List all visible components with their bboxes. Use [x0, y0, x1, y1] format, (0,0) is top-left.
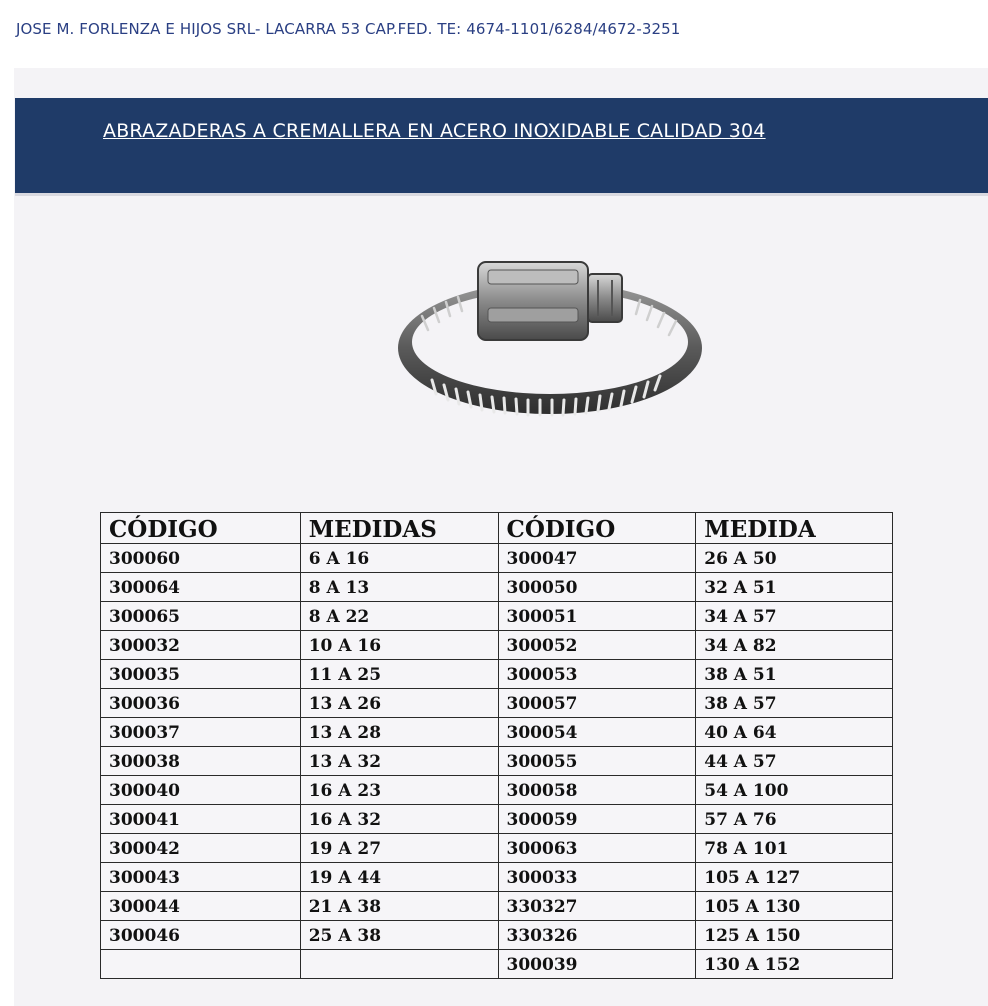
cell-size: 34 A 82	[696, 631, 893, 660]
cell-size: 57 A 76	[696, 805, 893, 834]
cell-size: 25 A 38	[300, 921, 498, 950]
cell-code: 300035	[101, 660, 301, 689]
cell-size: 11 A 25	[300, 660, 498, 689]
table-row	[101, 776, 893, 805]
hose-clamp-icon	[392, 244, 708, 420]
cell-size: 125 A 150	[696, 921, 893, 950]
cell-size: 38 A 57	[696, 689, 893, 718]
company-header: JOSE M. FORLENZA E HIJOS SRL- LACARRA 53 CAP.FED. TE: 4674-1101/6284/4672-3251	[16, 20, 681, 38]
cell-code: 300065	[101, 602, 301, 631]
cell-code: 300042	[101, 834, 301, 863]
cell-code: 300047	[498, 544, 696, 573]
table-row	[101, 544, 893, 573]
cell-size: 32 A 51	[696, 573, 893, 602]
cell-size: 21 A 38	[300, 892, 498, 921]
cell-code: 300059	[498, 805, 696, 834]
cell-code: 300046	[101, 921, 301, 950]
cell-code: 300050	[498, 573, 696, 602]
cell-size: 54 A 100	[696, 776, 893, 805]
table-row	[101, 718, 893, 747]
cell-size: 40 A 64	[696, 718, 893, 747]
title-banner	[15, 98, 988, 196]
cell-code: 300057	[498, 689, 696, 718]
header-medida: MEDIDA	[696, 513, 893, 544]
header-codigo-2: CÓDIGO	[498, 513, 696, 544]
cell-size: 13 A 32	[300, 747, 498, 776]
cell-code: 300053	[498, 660, 696, 689]
table-row	[101, 834, 893, 863]
cell-size: 19 A 44	[300, 863, 498, 892]
cell-size: 130 A 152	[696, 950, 893, 979]
cell-code: 300041	[101, 805, 301, 834]
cell-size: 44 A 57	[696, 747, 893, 776]
cell-code: 300058	[498, 776, 696, 805]
cell-size: 13 A 26	[300, 689, 498, 718]
table-header-row	[101, 513, 893, 544]
cell-size: 26 A 50	[696, 544, 893, 573]
cell-size: 10 A 16	[300, 631, 498, 660]
table-row	[101, 689, 893, 718]
table-row	[101, 747, 893, 776]
cell-size: 13 A 28	[300, 718, 498, 747]
table-row	[101, 573, 893, 602]
cell-size	[300, 950, 498, 979]
cell-size: 8 A 22	[300, 602, 498, 631]
cell-size: 19 A 27	[300, 834, 498, 863]
cell-size: 38 A 51	[696, 660, 893, 689]
cell-code: 300039	[498, 950, 696, 979]
table-row	[101, 660, 893, 689]
header-medidas: MEDIDAS	[300, 513, 498, 544]
cell-code: 300032	[101, 631, 301, 660]
cell-code: 300054	[498, 718, 696, 747]
cell-code: 300038	[101, 747, 301, 776]
cell-size: 105 A 127	[696, 863, 893, 892]
table-row	[101, 602, 893, 631]
cell-code: 330327	[498, 892, 696, 921]
cell-size: 8 A 13	[300, 573, 498, 602]
cell-code: 300064	[101, 573, 301, 602]
cell-code: 300044	[101, 892, 301, 921]
cell-code: 300036	[101, 689, 301, 718]
cell-size: 6 A 16	[300, 544, 498, 573]
cell-code	[101, 950, 301, 979]
cell-code: 300055	[498, 747, 696, 776]
cell-code: 300043	[101, 863, 301, 892]
cell-code: 330326	[498, 921, 696, 950]
table-row	[101, 921, 893, 950]
cell-size: 16 A 32	[300, 805, 498, 834]
table-row	[101, 892, 893, 921]
table-row	[101, 863, 893, 892]
cell-size: 34 A 57	[696, 602, 893, 631]
cell-code: 300033	[498, 863, 696, 892]
table-row	[101, 950, 893, 979]
cell-code: 300063	[498, 834, 696, 863]
price-table	[100, 512, 893, 979]
product-title: ABRAZADERAS A CREMALLERA EN ACERO INOXIDABLE CALIDAD 304	[103, 120, 766, 142]
cell-code: 300060	[101, 544, 301, 573]
header-codigo-1: CÓDIGO	[101, 513, 301, 544]
table-row	[101, 805, 893, 834]
cell-code: 300052	[498, 631, 696, 660]
cell-code: 300051	[498, 602, 696, 631]
cell-code: 300037	[101, 718, 301, 747]
cell-code: 300040	[101, 776, 301, 805]
cell-size: 105 A 130	[696, 892, 893, 921]
cell-size: 78 A 101	[696, 834, 893, 863]
cell-size: 16 A 23	[300, 776, 498, 805]
table-row	[101, 631, 893, 660]
